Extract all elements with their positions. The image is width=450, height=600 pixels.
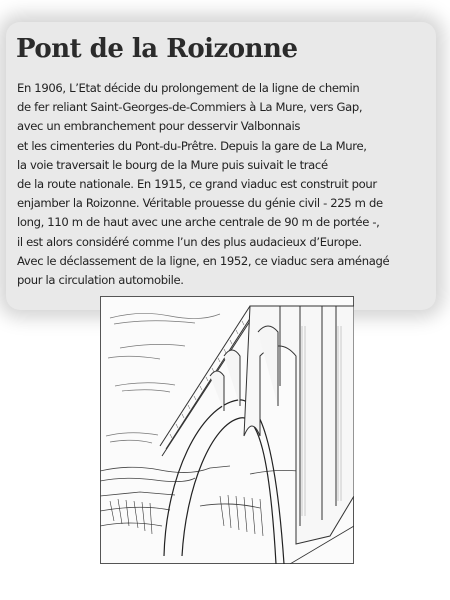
body-line: long, 110 m de haut avec une arche centrale de 90 m de portée -, [17,215,380,230]
body-line: enjamber la Roizonne. Véritable prouesse du génie civil - 225 m de [17,196,383,211]
body-line: il est alors considéré comme l’un des plus audacieux d’Europe. [17,234,362,249]
viaduct-illustration [100,296,354,564]
body-line: la voie traversait le bourg de la Mure puis suivait le tracé [17,157,328,172]
body-text [17,79,442,290]
body-line: En 1906, L’Etat décide du prolongement de la ligne de chemin [17,81,360,95]
body-line: Avec le déclassement de la ligne, en 1952, ce viaduc sera aménagé [17,253,390,268]
body-line: de la route nationale. En 1915, ce grand viaduc est construit pour [17,177,377,192]
body-line: avec un embranchement pour desservir Valbonnais [17,119,301,134]
body-line: et les cimenteries du Pont-du-Prêtre. Depuis la gare de La Mure, [17,138,367,153]
page-title: Pont de la Roizonne [16,34,298,64]
body-line: de fer reliant Saint-Georges-de-Commiers à La Mure, vers Gap, [17,100,363,115]
body-line: pour la circulation automobile. [17,273,184,288]
